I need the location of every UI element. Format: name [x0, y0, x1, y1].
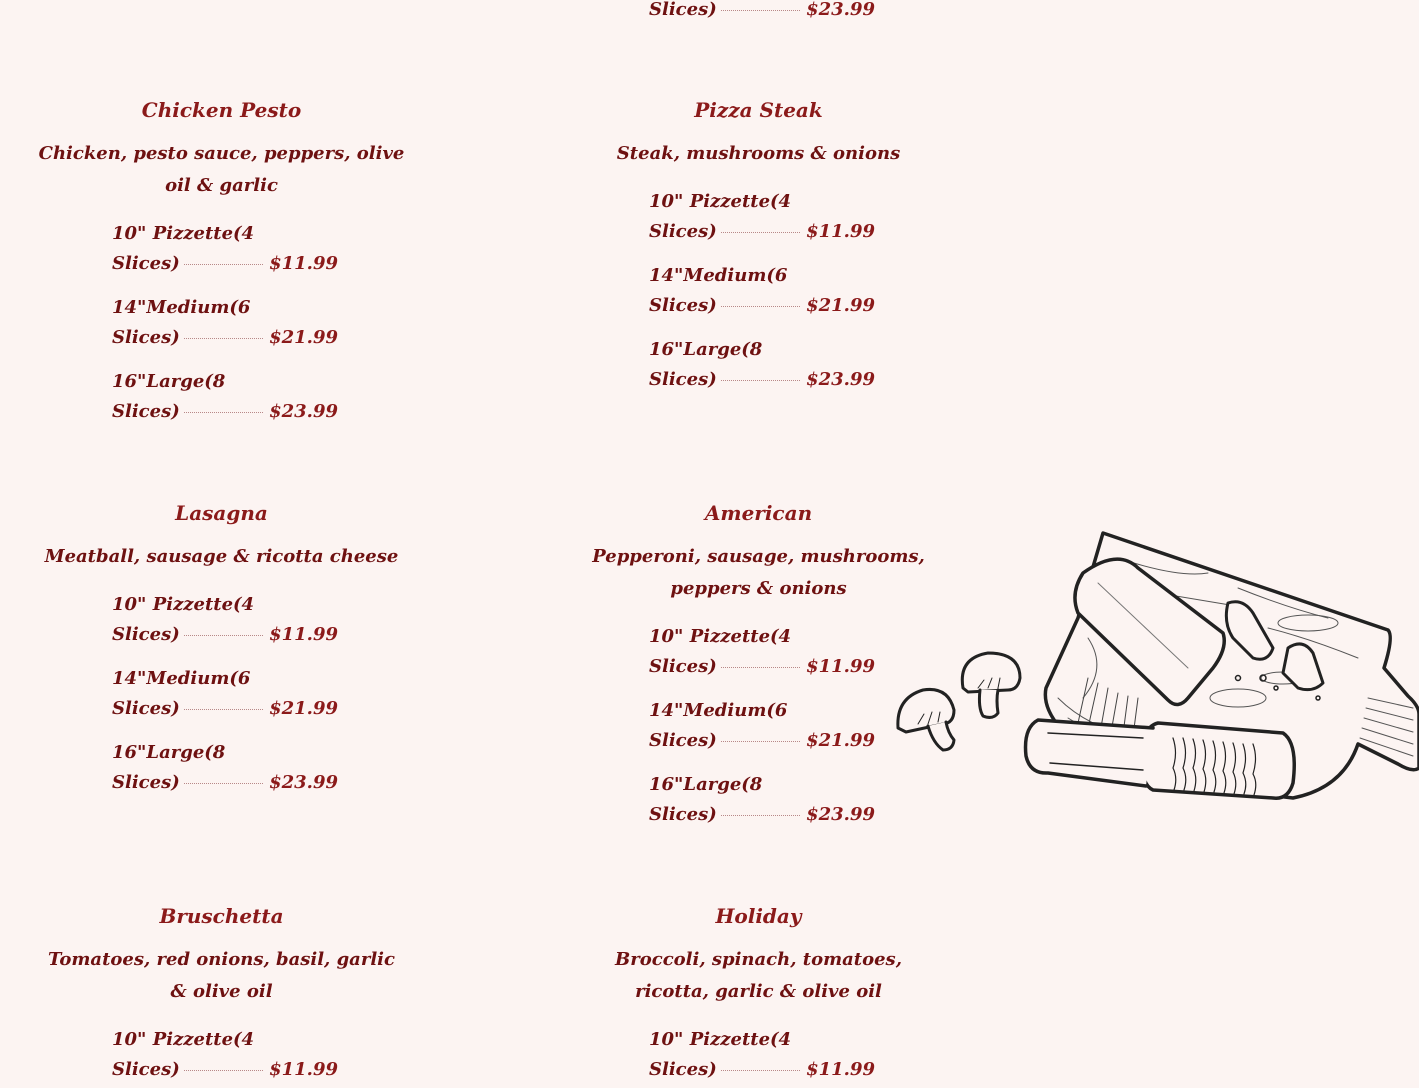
size-label-cont: Slices) — [649, 1059, 717, 1080]
menu-item-title: Lasagna — [175, 501, 268, 525]
size-label: 10" Pizzette(4 — [112, 223, 255, 244]
price: $23.99 — [269, 401, 338, 422]
size-label-cont: Slices) — [112, 401, 180, 422]
size-label: Slices) — [649, 0, 717, 20]
dot-leader — [184, 1070, 263, 1071]
price: $21.99 — [806, 295, 875, 316]
size-label: 10" Pizzette(4 — [649, 1029, 792, 1050]
price: $23.99 — [806, 0, 875, 20]
price: $11.99 — [269, 1059, 338, 1080]
menu-item-description: Tomatoes, red onions, basil, garlic & olive oil — [48, 949, 395, 1002]
price-row — [649, 696, 875, 756]
price-row — [112, 219, 338, 279]
size-label: 14"Medium(6 — [112, 297, 251, 318]
size-label: 14"Medium(6 — [112, 668, 251, 689]
price: $11.99 — [269, 253, 338, 274]
size-label: 10" Pizzette(4 — [112, 1029, 255, 1050]
size-label-cont: Slices) — [649, 369, 717, 390]
size-label: 16"Large(8 — [112, 371, 226, 392]
menu-item-title: Bruschetta — [159, 904, 284, 928]
menu-item-title: Chicken Pesto — [141, 98, 302, 122]
price: $11.99 — [806, 1059, 875, 1080]
price-row — [649, 622, 875, 682]
size-label: 14"Medium(6 — [649, 265, 788, 286]
price-row — [112, 1025, 338, 1085]
menu-item-description: Broccoli, spinach, tomatoes, ricotta, garlic & olive oil — [615, 949, 902, 1002]
dot-leader — [721, 815, 800, 816]
price: $23.99 — [269, 772, 338, 793]
cutting-board-cheese-grater-mushrooms-illustration — [888, 528, 1419, 808]
menu-item-description: Pepperoni, sausage, mushrooms, peppers & onions — [592, 546, 925, 599]
size-label-cont: Slices) — [112, 1059, 180, 1080]
price: $23.99 — [806, 369, 875, 390]
size-label: 16"Large(8 — [649, 774, 763, 795]
price-row — [649, 187, 875, 247]
dot-leader — [721, 232, 800, 233]
price-row — [112, 590, 338, 650]
price: $21.99 — [269, 327, 338, 348]
price: $21.99 — [269, 698, 338, 719]
menu-item-description: Meatball, sausage & ricotta cheese — [44, 546, 399, 567]
dot-leader — [721, 10, 800, 11]
dot-leader — [184, 709, 263, 710]
dot-leader — [184, 412, 263, 413]
size-label: 10" Pizzette(4 — [649, 191, 792, 212]
menu-item-description: Chicken, pesto sauce, peppers, olive oil & garlic — [38, 143, 405, 196]
price: $21.99 — [806, 730, 875, 751]
size-label-cont: Slices) — [649, 804, 717, 825]
size-label: 16"Large(8 — [112, 742, 226, 763]
dot-leader — [721, 667, 800, 668]
size-label: 10" Pizzette(4 — [112, 594, 255, 615]
price-row — [112, 664, 338, 724]
dot-leader — [184, 783, 263, 784]
price-row — [649, 770, 875, 830]
dot-leader — [721, 741, 800, 742]
price-row — [649, 335, 875, 395]
menu-item-title: Holiday — [715, 904, 802, 928]
menu-item-title: Pizza Steak — [694, 98, 823, 122]
price-row — [649, 261, 875, 321]
dot-leader — [721, 380, 800, 381]
price: $11.99 — [806, 656, 875, 677]
dot-leader — [184, 338, 263, 339]
price: $11.99 — [806, 221, 875, 242]
price-row — [112, 738, 338, 798]
size-label-cont: Slices) — [112, 253, 180, 274]
dot-leader — [721, 306, 800, 307]
menu-item-title: American — [704, 501, 813, 525]
price-row — [112, 367, 338, 427]
size-label-cont: Slices) — [112, 772, 180, 793]
dot-leader — [721, 1070, 800, 1071]
size-label: 10" Pizzette(4 — [649, 626, 792, 647]
size-label-cont: Slices) — [112, 698, 180, 719]
size-label-cont: Slices) — [649, 656, 717, 677]
dot-leader — [184, 264, 263, 265]
size-label-cont: Slices) — [649, 730, 717, 751]
size-label-cont: Slices) — [112, 327, 180, 348]
dot-leader — [184, 635, 263, 636]
price-row — [649, 1025, 875, 1085]
price-row — [649, 0, 875, 25]
size-label: 14"Medium(6 — [649, 700, 788, 721]
menu-item-description: Steak, mushrooms & onions — [616, 143, 901, 164]
size-label-cont: Slices) — [649, 295, 717, 316]
price: $11.99 — [269, 624, 338, 645]
size-label: 16"Large(8 — [649, 339, 763, 360]
size-label-cont: Slices) — [112, 624, 180, 645]
price-row — [112, 293, 338, 353]
size-label-cont: Slices) — [649, 221, 717, 242]
price: $23.99 — [806, 804, 875, 825]
